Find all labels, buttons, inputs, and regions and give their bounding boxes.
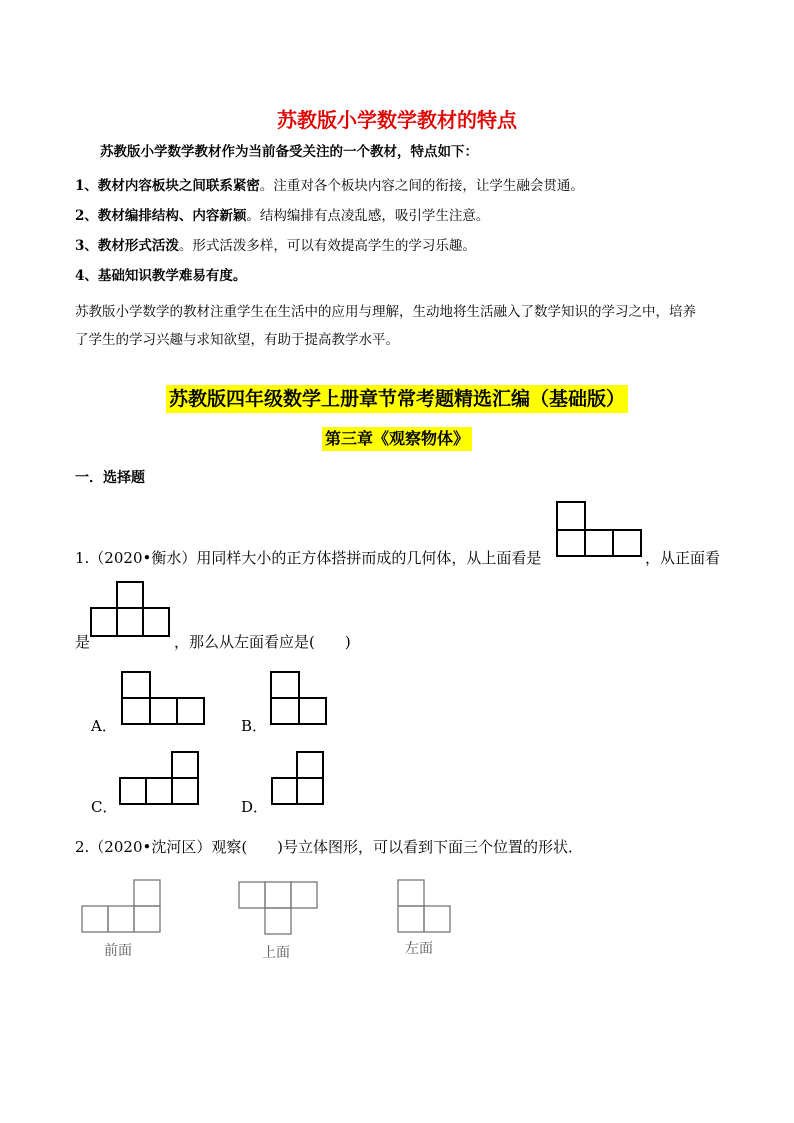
q1-line1-a: 1.（2020•衡水）用同样大小的正方体搭拼而成的几何体，从上面看是 bbox=[75, 549, 542, 567]
q1-top-view-figure bbox=[555, 500, 643, 558]
q2-text: 2.（2020•沈河区）观察( )号立体图形，可以看到下面三个位置的形状． bbox=[75, 838, 584, 856]
intro-point-2-bold: 2、教材编排结构、内容新颖 bbox=[75, 208, 247, 224]
intro-point-2-rest: 。结构编排有点凌乱感，吸引学生注意。 bbox=[246, 208, 490, 224]
intro-point-4-bold: 4、基础知识教学难易有度。 bbox=[75, 268, 247, 284]
q1-line2-b: ，那么从左面看应是( ) bbox=[174, 633, 351, 651]
intro-point-3-bold: 3、教材形式活泼 bbox=[75, 238, 179, 254]
intro-summary-line-2: 了学生的学习兴趣与求知欲望，有助于提高教学水平。 bbox=[75, 332, 399, 348]
intro-point-1-bold: 1、教材内容板块之间联系紧密 bbox=[75, 178, 260, 194]
intro-point-1 bbox=[75, 176, 584, 196]
q2-top-label: 上面 bbox=[262, 945, 290, 961]
q2-front-label: 前面 bbox=[104, 943, 132, 959]
q2-left-label: 左面 bbox=[405, 941, 433, 957]
q1-option-b-figure[interactable] bbox=[269, 670, 329, 726]
q1-option-d-figure[interactable] bbox=[270, 750, 326, 806]
q1-option-a-figure[interactable] bbox=[120, 670, 208, 726]
q2-top-figure bbox=[236, 880, 322, 938]
intro-point-3-rest: 。形式活泼多样，可以有效提高学生的学习乐趣。 bbox=[178, 238, 476, 254]
q1-option-c-figure[interactable] bbox=[118, 750, 202, 806]
q1-option-d-label: D． bbox=[241, 798, 269, 816]
q1-front-view-figure bbox=[89, 580, 173, 638]
chapter-heading-wrap bbox=[0, 427, 794, 451]
q1-line2-a: 是 bbox=[75, 633, 91, 651]
q1-line1-b: ，从正面看 bbox=[645, 549, 721, 567]
q1-option-a-label: A． bbox=[91, 717, 117, 735]
q2-front-figure bbox=[78, 878, 164, 936]
main-heading-wrap bbox=[0, 385, 794, 413]
intro-point-2 bbox=[75, 206, 489, 226]
q1-option-c-label: C． bbox=[91, 798, 118, 816]
intro-point-4 bbox=[75, 266, 246, 286]
q2-left-figure bbox=[395, 878, 453, 936]
intro-point-3 bbox=[75, 236, 476, 256]
intro-summary-line-1: 苏教版小学数学的教材注重学生在生活中的应用与理解，生动地将生活融入了数学知识的学习之中，培养 bbox=[75, 304, 696, 320]
intro-title: 苏教版小学数学教材的特点 bbox=[277, 108, 517, 132]
q1-option-b-label: B． bbox=[241, 717, 268, 735]
main-heading: 苏教版四年级数学上册章节常考题精选汇编（基础版） bbox=[166, 385, 628, 413]
section-title: 一．选择题 bbox=[75, 470, 145, 486]
chapter-heading: 第三章《观察物体》 bbox=[322, 427, 472, 451]
intro-lead: 苏教版小学数学教材作为当前备受关注的一个教材，特点如下： bbox=[100, 144, 478, 160]
intro-point-1-rest: 。注重对各个板块内容之间的衔接，让学生融会贯通。 bbox=[259, 178, 584, 194]
